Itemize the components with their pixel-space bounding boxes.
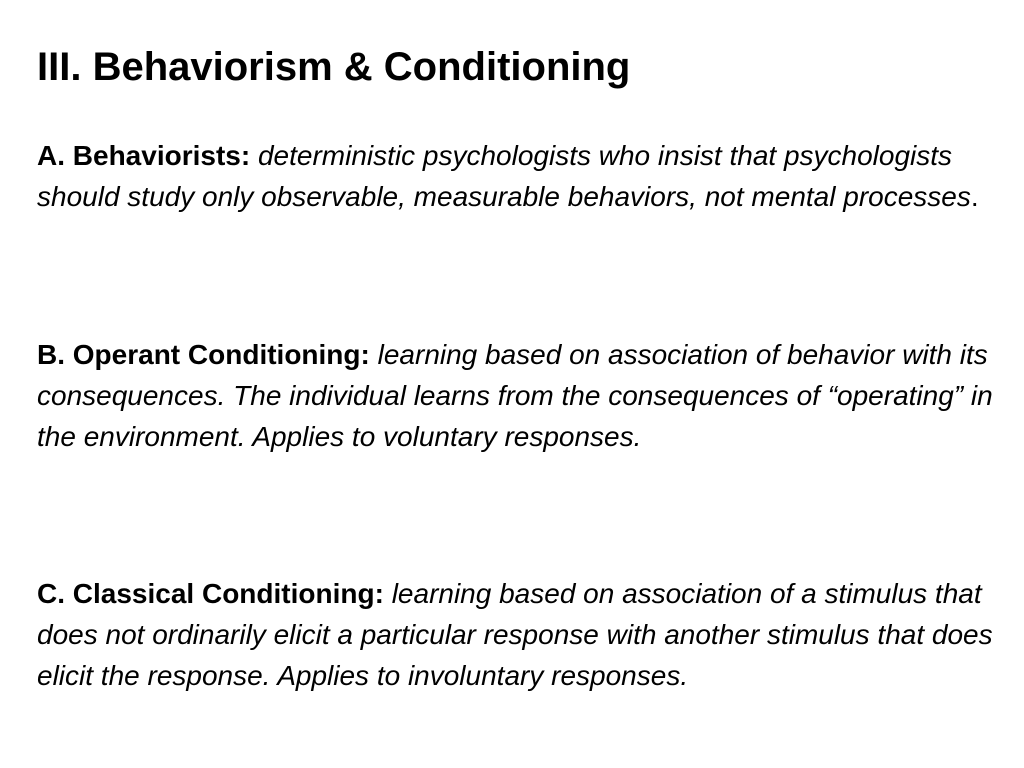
term-label: B. Operant Conditioning: [37,339,370,370]
definition-behaviorists [37,135,997,217]
term-label: C. Classical Conditioning: [37,578,384,609]
definition-classical-conditioning [37,573,997,696]
term-label: A. Behaviorists: [37,140,251,171]
definition-text: learning based on association of a stimulus that does not ordinarily elicit a particular response with another stimulus that does elicit the response. Applies to involuntary responses. [37,578,993,691]
definition-text: learning based on association of behavior with its consequences. The individual learns from the consequences of “operating” in the environment. Applies to voluntary responses. [37,339,993,452]
slide-title: III. Behaviorism & Conditioning [37,45,631,89]
definition-text: deterministic psychologists who insist that psychologists should study only observable, measurable behaviors, not mental processes [37,140,971,212]
definition-operant-conditioning [37,334,997,457]
definition-period: . [970,181,979,212]
